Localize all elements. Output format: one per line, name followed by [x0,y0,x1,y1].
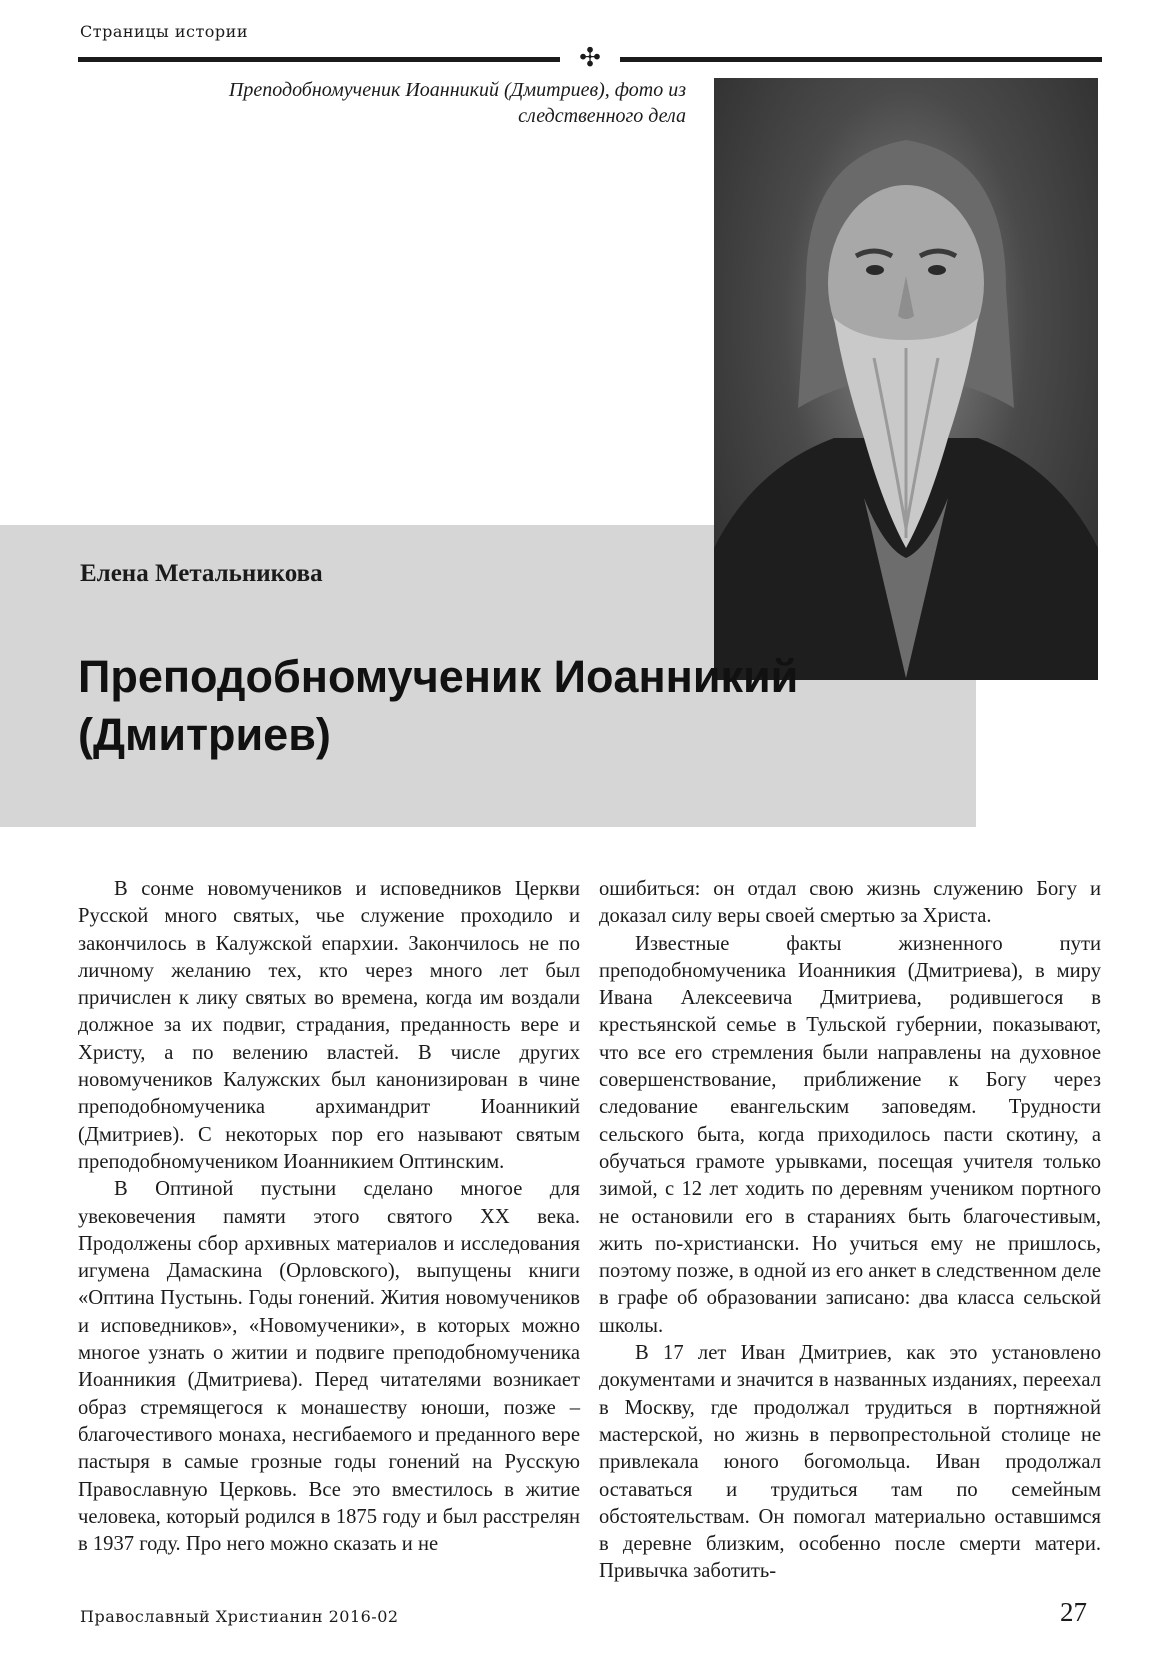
page-number: 27 [1060,1597,1087,1627]
publication-footer: Православный Христианин 2016-02 [80,1607,399,1626]
cross-ornament-icon: ✣ [579,43,601,73]
paragraph: В 17 лет Иван Дмитриев, как это установлено документами и значится в названных изданиях, переехал в Москву, где продолжал трудиться в портняжной мастерской, но жизнь в первопрестольной столице не привлекала юного богомольца. Иван продолжал оставаться и трудиться там по семейным обстоятельствам. Он помогал материально оставшимся в деревне близким, особенно после смерти матери. Привычка заботить- [599,1342,1101,1583]
right-column [599,876,1101,1586]
article-title: Преподобномученик Иоанникий (Дмитриев) [78,651,799,760]
paragraph: Известные факты жизненного пути преподобномученика Иоанникия (Дмитриева), в миру Ивана Алексеевича Дмитриева, родившегося в крестьянской семье в Тульской губернии, показывают, что все его стремления были направлены на духовное совершенствование, приближение к Богу через следование евангельским заповедям. Трудности сельского быта, когда приходилось пасти скотину, а обучаться грамоте урывками, посещая учителя только зимой, с 12 лет ходить по деревням учеником портного не остановили его в стараниях быть благочестивым, жить по-христиански. Но учиться ему не пришлось, поэтому позже, в одной из его анкет в следственном деле в графе об образовании записано: два класса сельской школы. [599,932,1101,1337]
section-label: Страницы истории [80,22,248,41]
photo-caption: Преподобномученик Иоанникий (Дмитриев), фото из следственного дела [228,79,686,127]
left-column [78,876,580,1558]
portrait-illustration [714,78,1098,680]
paragraph-continued: ошибиться: он отдал свою жизнь служению Богу и доказал силу веры своей смертью за Христа. [599,878,1101,928]
header-rule-left [78,57,560,62]
paragraph: В Оптиной пустыни сделано многое для увековечения памяти этого святого XX века. Продолжены сбор архивных материалов и исследования игумена Дамаскина (Орловского), выпущены книги «Оптина Пустынь. Годы гонений. Жития новомучеников и исповедников», «Новомученики», в которых можно многое узнать о житии и подвиге преподобномученика Иоанникия (Дмитриева). Перед читателями возникает образ стремящегося к монашеству юноши, позже – благочестивого монаха, несгибаемого и преданного вере пастыря в самые грозные годы гонений на Русскую Православную Церковь. Все это вместилось в житие человека, который родился в 1875 году и был расстрелян в 1937 году. Про него можно сказать и не [78,1178,580,1556]
header-rule-right [620,57,1102,62]
author-name: Елена Метальникова [80,560,323,587]
portrait-photo [714,78,1098,680]
paragraph: В сонме новомучеников и исповедников Церкви Русской много святых, чье служение проходило и закончилось в Калужской епархии. Закончилось не по личному желанию тех, кто через много лет был причислен к лику святых во времена, когда им воздали должное за их подвиг, страдания, преданность вере и Христу, а по велению властей. В числе других новомучеников Калужских был канонизирован в чине преподобномученика архимандрит Иоанникий (Дмитриев). С некоторых пор его называют святым преподобномучеником Иоанникием Оптинским. [78,878,580,1173]
